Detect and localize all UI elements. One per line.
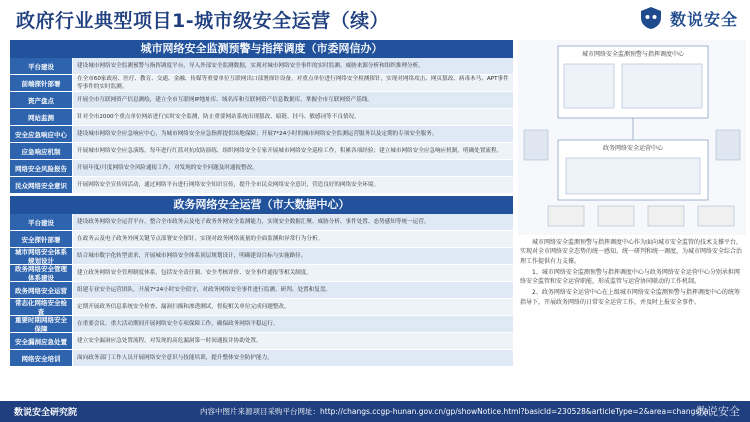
sub-box-left [564, 64, 614, 108]
row-text: 在重要会议、重大活动期间开展网络安全专项保障工作，确保政务网络平稳运行。 [72, 316, 513, 332]
row-label: 城市网络安全体系规划设计 [10, 248, 72, 264]
table-row [10, 333, 513, 350]
row-label: 安全探针部署 [10, 231, 72, 247]
table-row [10, 58, 513, 75]
section1-table [10, 58, 513, 194]
row-label: 平台建设 [10, 214, 72, 230]
table-row [10, 143, 513, 160]
row-text: 定期开展政务信息系统安全检查、漏洞扫描和渗透测试，督促相关单位完成问题整改。 [72, 299, 513, 315]
right-panel [518, 40, 746, 397]
bottom-box-3 [648, 206, 684, 226]
table-row [10, 109, 513, 126]
row-label: 民众网络安全意识 [10, 177, 72, 193]
right-paragraph: 1、城市网络安全监测预警与指挥调度中心与政务网络安全运营中心分别承担网络安全监管和安全运营职能，形成监管与运营协同联动的工作机制。 [520, 268, 740, 286]
row-label: 应急响应机制 [10, 143, 72, 159]
sub-box-right [622, 64, 702, 108]
row-label: 资产盘点 [10, 92, 72, 108]
table-row [10, 126, 513, 143]
section2-title: 政务网络安全运营（市大数据中心） [10, 196, 513, 214]
top-center-label: 城市网络安全监测预警与指挥调度中心 [581, 51, 685, 58]
table-row [10, 160, 513, 177]
row-text: 开展年度/月度网络安全风险通报工作，对发现的安全问题及时通报整改。 [72, 160, 513, 176]
footer [0, 401, 750, 422]
row-label: 安全应急响应中心 [10, 126, 72, 142]
table-row [10, 282, 513, 299]
row-text: 开展全市互联网资产信息测绘，建立全市互联网IP地址库、域名库和互联网资产信息数据库，掌握全市互联网资产基线。 [72, 92, 513, 108]
brand-name: 数说安全 [669, 9, 738, 29]
row-text: 建设城市网络安全监测预警与指挥调度平台，导入外部安全监测数据，实现对城市网络安全事件的实时监测、威胁来源分析和组织推理分析。 [72, 58, 513, 74]
table-row [10, 265, 513, 282]
architecture-diagram [518, 40, 746, 235]
right-paragraph: 2、政务网络安全运营中心在上级城市网络安全监测预警与指挥调度中心的统筹指导下，开展政务网络的日常安全运营工作，并及时上报安全事件。 [520, 289, 740, 306]
row-label: 重要时期网络安全保障 [10, 316, 72, 332]
table-row [10, 299, 513, 316]
bottom-box-4 [698, 206, 734, 226]
page-title: 政府行业典型项目1-城市级安全运营（续） [16, 10, 390, 32]
row-text: 开展网络安全宣传周活动，通过网络平台进行网络安全知识宣传，提升全市民众网络安全意识，营造良好的网络安全环境。 [72, 177, 513, 193]
table-row [10, 350, 513, 367]
brand-logo [638, 5, 738, 31]
row-text: 针对全市2000个重点单位网站进行实时安全监测，防止重要网站系统出现篡改、暗链、挂马、敏感词等不良情况。 [72, 109, 513, 125]
table-row [10, 92, 513, 109]
bottom-box-2 [598, 206, 634, 226]
row-label: 政务网络安全管理体系建设 [10, 265, 72, 281]
bottom-box-1 [548, 206, 584, 226]
row-label: 网站监测 [10, 109, 72, 125]
section2-table [10, 214, 513, 367]
table-row [10, 177, 513, 194]
table-row [10, 248, 513, 265]
right-paragraph: 城市网络安全监测预警与指挥调度中心作为面向城市安全监管的技术支撑平台，实现对全市网络安全态势的统一感知、统一研判和统一调度，为城市网络安全综合治理工作提供有力支撑。 [520, 239, 743, 265]
row-label: 前端探针部署 [10, 75, 72, 91]
section1-title: 城市网络安全监测预警与指挥调度（市委网信办） [10, 40, 513, 58]
row-text: 建设城市网络安全应急响应中心，为城市网络安全应急指挥提供场地保障；开展7*24小时的城市网络安全监测运营服务以及定期的专项安全服务。 [72, 126, 513, 142]
footer-org: 数说安全研究院 [14, 408, 78, 418]
shield-icon [638, 5, 664, 31]
row-label: 平台建设 [10, 58, 72, 74]
table-row [10, 214, 513, 231]
row-label: 安全漏洞应急处置 [10, 333, 72, 349]
row-text: 组建专业安全运营团队，开展7*24小时安全值守，对政务网络安全事件进行监测、研判、处置和复盘。 [72, 282, 513, 298]
left-panel [10, 40, 513, 397]
row-text: 开展城市网络安全应急演练，每年进行红蓝对抗攻防演练，组织网络安全专家开展城市网络安全巡检工作，积累各项经验；建立城市网络安全应急响应机制，明确处置流程。 [72, 143, 513, 159]
side-box-right [716, 130, 740, 160]
mid-center-label: 政务网络安全运营中心 [602, 145, 664, 152]
row-text: 在政务云及电子政务外网关键节点部署安全探针，实现对政务网络流量的全面监测和异常行为分析。 [72, 231, 513, 247]
side-box-left [524, 130, 548, 160]
table-row [10, 231, 513, 248]
table-row [10, 316, 513, 333]
row-text: 结合城市数字化转型需求，开展城市网络安全体系顶层规划设计，明确建设目标与实施路径。 [72, 248, 513, 264]
row-text: 建立安全漏洞应急处置流程，对发现的高危漏洞第一时间通报并协助处置。 [72, 333, 513, 349]
row-label: 政务网络安全运营 [10, 282, 72, 298]
row-text: 建立政务网络安全管理制度体系，包括安全责任制、安全考核评价、安全事件通报等相关制度。 [72, 265, 513, 281]
header [0, 0, 750, 38]
row-text: 在全市60家政府、医疗、教育、交通、金融、传媒等重要单位互联网出口部署探针设备，对重点单位进行网络安全检测探针，实现对网络攻击、网页篡改、病毒木马、APT事件等事件的实时监测。 [72, 75, 513, 91]
row-text: 面向政务部门工作人员开展网络安全意识与技能培训，提升整体安全防护能力。 [72, 350, 513, 366]
row-text: 建设政务网络安全运营平台，整合全市政务云及电子政务外网安全监测能力，实现安全数据汇聚、威胁分析、事件处置、态势感知等统一运营。 [72, 214, 513, 230]
table-row [10, 75, 513, 92]
row-label: 网络安全培训 [10, 350, 72, 366]
row-label: 常态化网络安全检查 [10, 299, 72, 315]
right-description [520, 238, 744, 396]
row-label: 网络安全风险报告 [10, 160, 72, 176]
mid-inner-box [566, 158, 700, 194]
footer-watermark: 数说安全 [696, 405, 740, 418]
footer-source: 内容中图片来源项目采购平台网址：http://changs.ccgp-hunan.gov.cn/gp/showNotice.html?basicId=230528&articleType=2&area=changsha [200, 407, 709, 416]
